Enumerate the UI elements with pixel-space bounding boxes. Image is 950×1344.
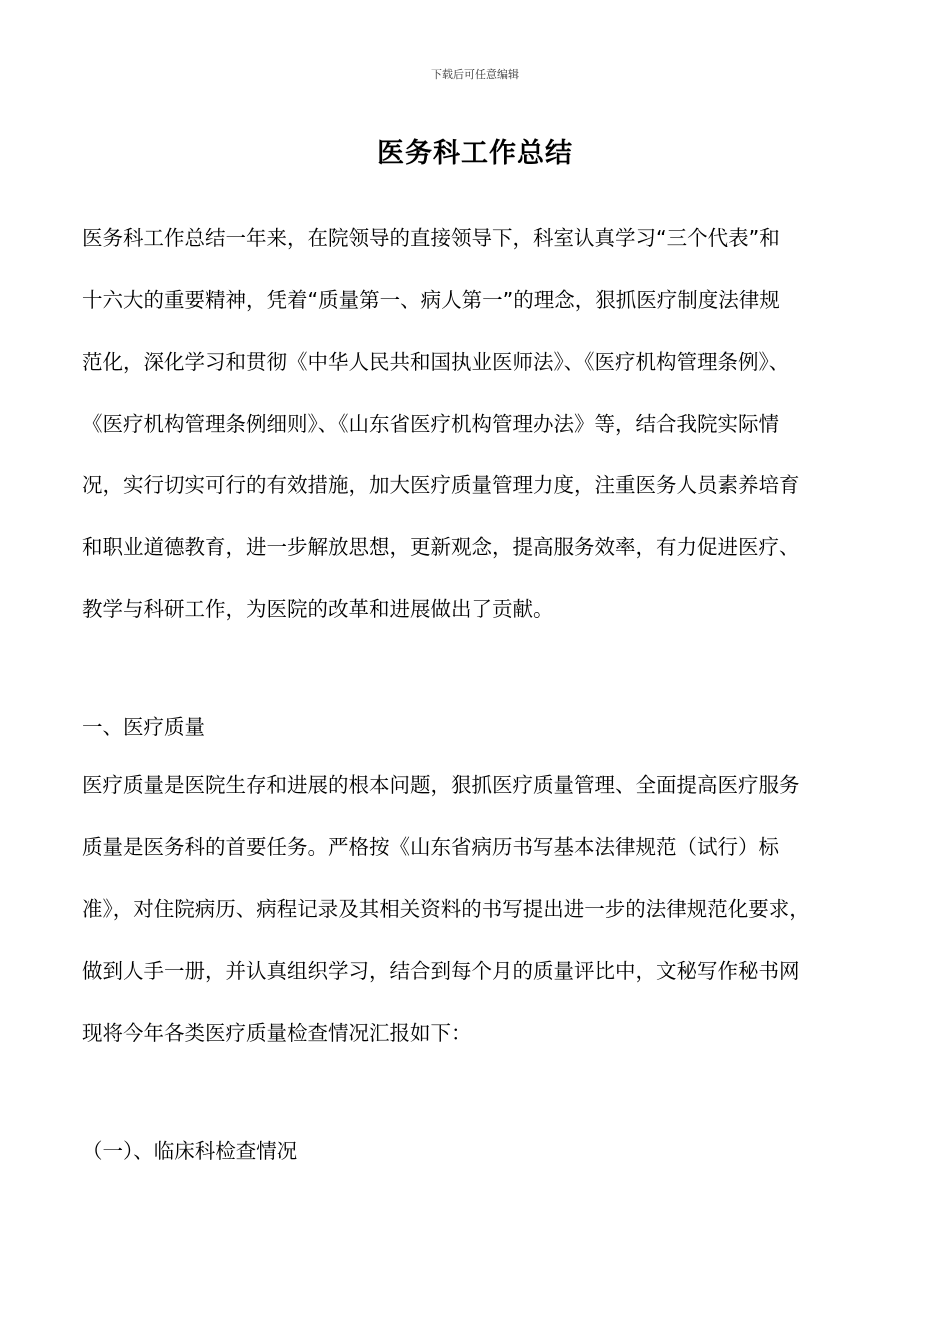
intro-line: 《医疗机构管理条例细则》、《山东省医疗机构管理办法》等，结合我院实际情	[82, 412, 779, 436]
section-heading: 一、医疗质量	[82, 715, 205, 739]
section-line: 质量是医务科的首要任务。严格按《山东省病历书写基本法律规范（试行）标	[82, 835, 779, 859]
section-line: 医疗质量是医院生存和进展的根本问题，狠抓医疗质量管理、全面提高医疗服务	[82, 773, 800, 797]
intro-line: 十六大的重要精神，凭着“质量第一、病人第一”的理念，狠抓医疗制度法律规	[82, 288, 780, 312]
section-line: 现将今年各类医疗质量检查情况汇报如下：	[82, 1021, 472, 1045]
document-title: 医务科工作总结	[377, 138, 573, 169]
subsection-heading: （一）、临床科检查情况	[82, 1139, 298, 1163]
intro-line: 范化，深化学习和贯彻《中华人民共和国执业医师法》、《医疗机构管理条例》、	[82, 350, 790, 374]
intro-line: 教学与科研工作，为医院的改革和进展做出了贡献。	[82, 597, 554, 621]
intro-line: 况，实行切实可行的有效措施，加大医疗质量管理力度，注重医务人员素养培育	[82, 473, 800, 497]
intro-line: 医务科工作总结一年来，在院领导的直接领导下，科室认真学习“三个代表”和	[82, 226, 780, 250]
section-line: 做到人手一册，并认真组织学习，结合到每个月的质量评比中，文秘写作秘书网	[82, 959, 800, 983]
section-line: 准》，对住院病历、病程记录及其相关资料的书写提出进一步的法律规范化要求，	[82, 897, 810, 921]
intro-line: 和职业道德教育，进一步解放思想，更新观念，提高服务效率，有力促进医疗、	[82, 535, 800, 559]
header-note: 下载后可任意编辑	[431, 68, 519, 81]
